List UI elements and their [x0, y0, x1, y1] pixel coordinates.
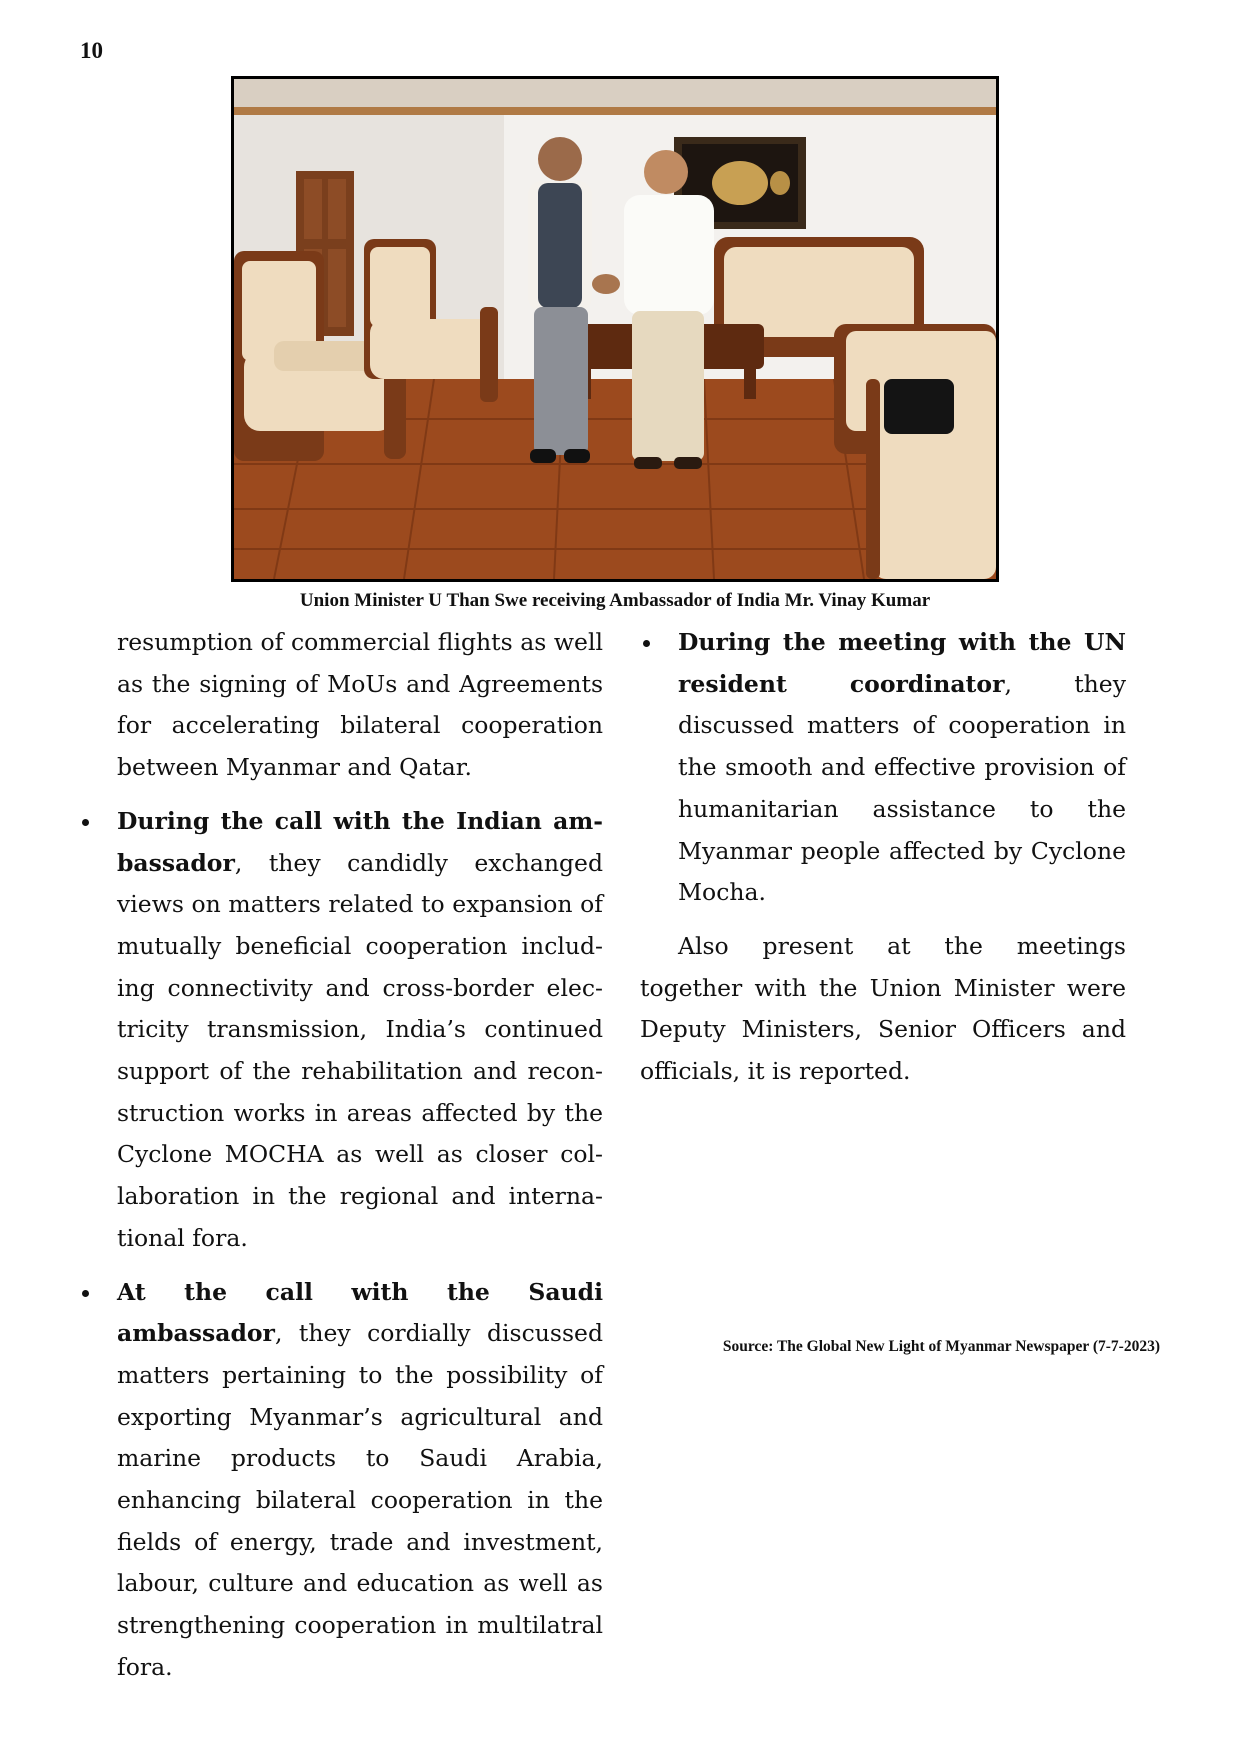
- closing-paragraph: Also present at the meetings together with the Union Minister were Deputy Ministers, Senior Officers and officials, it is reported.: [640, 931, 1126, 1086]
- photo-caption: Union Minister U Than Swe receiving Ambassador of India Mr. Vinay Kumar: [299, 590, 931, 611]
- bullet-body: , they cordially discussed matters pertaining to the possibility of exporting Myanmar’s agricultural and marine products to Saudi Arabia, enhancing bilateral cooperation in the fields of energy, trade and investment, labour, culture and education as well as strengthening cooperation in multilatral fora.: [117, 1319, 603, 1681]
- bullet-lead: During the call with the Indian ambassador: [117, 806, 603, 877]
- source-note: Source: The Global New Light of Myanmar Newspaper (7-7-2023): [722, 1338, 1160, 1355]
- bullet-lead: At the call with the Saudi ambassador: [117, 1277, 603, 1348]
- right-column: [640, 622, 1126, 1105]
- meeting-photo: [231, 76, 999, 582]
- bullet-indian-ambassador: [117, 801, 603, 1260]
- left-column: [117, 622, 603, 1701]
- bullet-un-coordinator: [678, 622, 1126, 914]
- bullet-lead: During the meeting with the UN resident coordinator: [678, 628, 1126, 698]
- continuation-paragraph: resumption of commercial flights as well as the signing of MoUs and Agreements for accelerating bilateral cooperation between Myanmar and Qatar.: [117, 628, 603, 782]
- bullet-saudi-ambassador: [117, 1272, 603, 1689]
- page-number: 10: [80, 38, 103, 63]
- bullet-body: , they candidly exchanged views on matters related to expansion of mutually beneficial cooperation including connectivity and cross-border electricity transmission, India’s continued support of the rehabilitation and reconstruction works in areas affected by the Cyclone MOCHA as well as closer collaboration in the regional and international fora.: [117, 848, 603, 1252]
- bullet-body: , they discussed matters of cooperation in the smooth and effective provision of humanitarian assistance to the Myanmar people affected by Cyclone Mocha.: [678, 669, 1126, 907]
